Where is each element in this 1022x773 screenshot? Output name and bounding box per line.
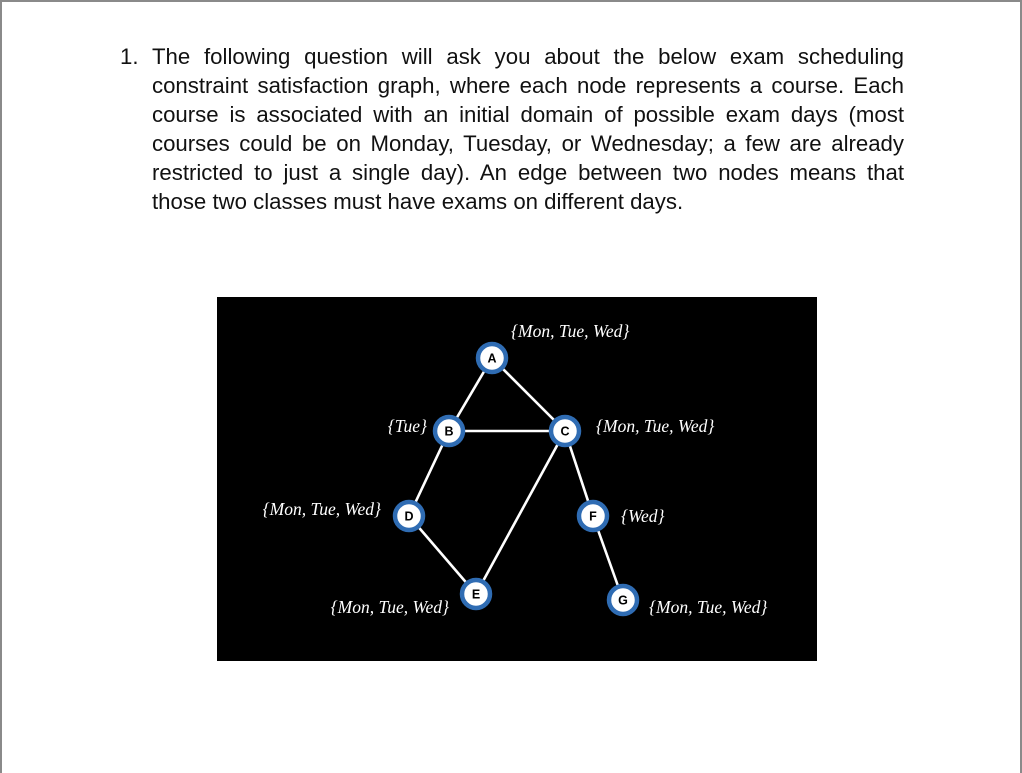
constraint-graph [217, 297, 817, 661]
node-f-letter: F [589, 509, 597, 524]
node-b-letter: B [444, 424, 454, 439]
node-g [609, 586, 637, 614]
node-b-domain: {Tue} [387, 416, 427, 436]
node-a [478, 344, 506, 372]
node-e-domain: {Mon, Tue, Wed} [330, 597, 449, 617]
edge-c-e [476, 431, 565, 594]
node-c-domain: {Mon, Tue, Wed} [596, 416, 715, 436]
node-c [551, 417, 579, 445]
question-block [120, 42, 904, 216]
domain-labels [263, 321, 768, 617]
node-e-letter: E [471, 587, 481, 602]
node-c-letter: C [560, 424, 570, 439]
constraint-graph-figure [217, 297, 817, 661]
node-g-letter: G [618, 593, 628, 608]
node-f [579, 502, 607, 530]
node-d-domain: {Mon, Tue, Wed} [262, 499, 381, 519]
graph-edges [409, 358, 623, 600]
node-b [435, 417, 463, 445]
node-a-letter: A [487, 351, 497, 366]
node-d [395, 502, 423, 530]
node-f-domain: {Wed} [621, 506, 665, 526]
question-text: The following question will ask you about the below exam scheduling constraint satisfaction graph, where each node represents a course. Each course is associated with an initial domain of possible exam days (most courses could be on Monday, Tuesday, or Wednesday; a few are already restricted to just a single day). An edge between two nodes means that those two classes must have exams on different days. [152, 44, 904, 214]
node-e [462, 580, 490, 608]
node-d-letter: D [404, 509, 414, 524]
node-a-domain: {Mon, Tue, Wed} [511, 321, 630, 341]
question-number: 1. [120, 44, 139, 69]
node-g-domain: {Mon, Tue, Wed} [649, 597, 768, 617]
